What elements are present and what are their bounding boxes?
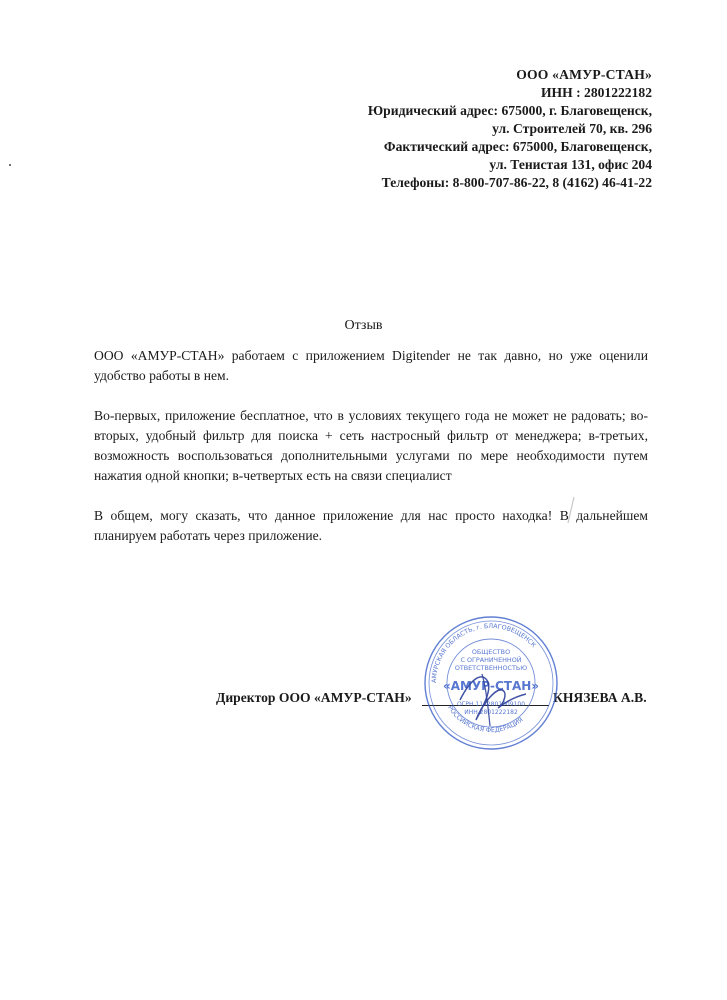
company-name: ООО «АМУР-СТАН» (516, 67, 652, 82)
stamp-line3: ОТВЕТСТВЕННОСТЬЮ (454, 664, 528, 672)
stamp-line1: ОБЩЕСТВО (471, 648, 511, 656)
stamp-line2: С ОГРАНИЧЕННОЙ (460, 656, 522, 664)
scan-speck (9, 164, 11, 166)
stamp-name: «АМУР-СТАН» (442, 679, 540, 693)
company-phones: Телефоны: 8-800-707-86-22, 8 (4162) 46-41-22 (381, 175, 652, 190)
document-title: Отзыв (344, 318, 383, 333)
pen-mark (560, 495, 580, 525)
letterhead (368, 66, 652, 192)
actual-address-line1: Фактический адрес: 675000, Благовещенск, (383, 139, 652, 154)
signer-name: КНЯЗЕВА А.В. (553, 690, 647, 705)
handwritten-signature (452, 660, 532, 730)
company-inn: ИНН : 2801222182 (540, 85, 652, 100)
stamp-outer-text: АМУРСКАЯ ОБЛАСТЬ, г. БЛАГОВЕЩЕНСК (430, 622, 538, 684)
signature-label: Директор ООО «АМУР-СТАН» (216, 690, 412, 705)
actual-address-line2: ул. Тенистая 131, офис 204 (489, 157, 652, 172)
legal-address-line1: Юридический адрес: 675000, г. Благовещенск, (367, 103, 652, 118)
body-paragraph-3: В общем, могу сказать, что данное приложение для нас просто находка! В дальнейшем планируем работать через приложение. (94, 508, 648, 543)
stamp-inn: ИНН 2801222182 (464, 709, 518, 716)
stamp-bottom-text: РОССИЙСКАЯ ФЕДЕРАЦИЯ (446, 704, 525, 735)
body-paragraph-1: ООО «АМУР-СТАН» работаем с приложением Digitender не так давно, но уже оценили удобство работы в нем. (94, 348, 648, 383)
document-body (94, 346, 648, 566)
legal-address-line2: ул. Строителей 70, кв. 296 (492, 121, 652, 136)
body-paragraph-2: Во-первых, приложение бесплатное, что в условиях текущего года не может не радовать; во-вторых, удобный фильтр для поиска + сеть настросный фильтр от менеджера; в-третьих, возможность воспользоваться дополнительными услугами по мере необходимости путем нажатия одной кнопки; в-четвертых есть на связи специалист (94, 408, 648, 483)
stamp-ogrn: ОГРН 1142801009100 (456, 701, 526, 708)
